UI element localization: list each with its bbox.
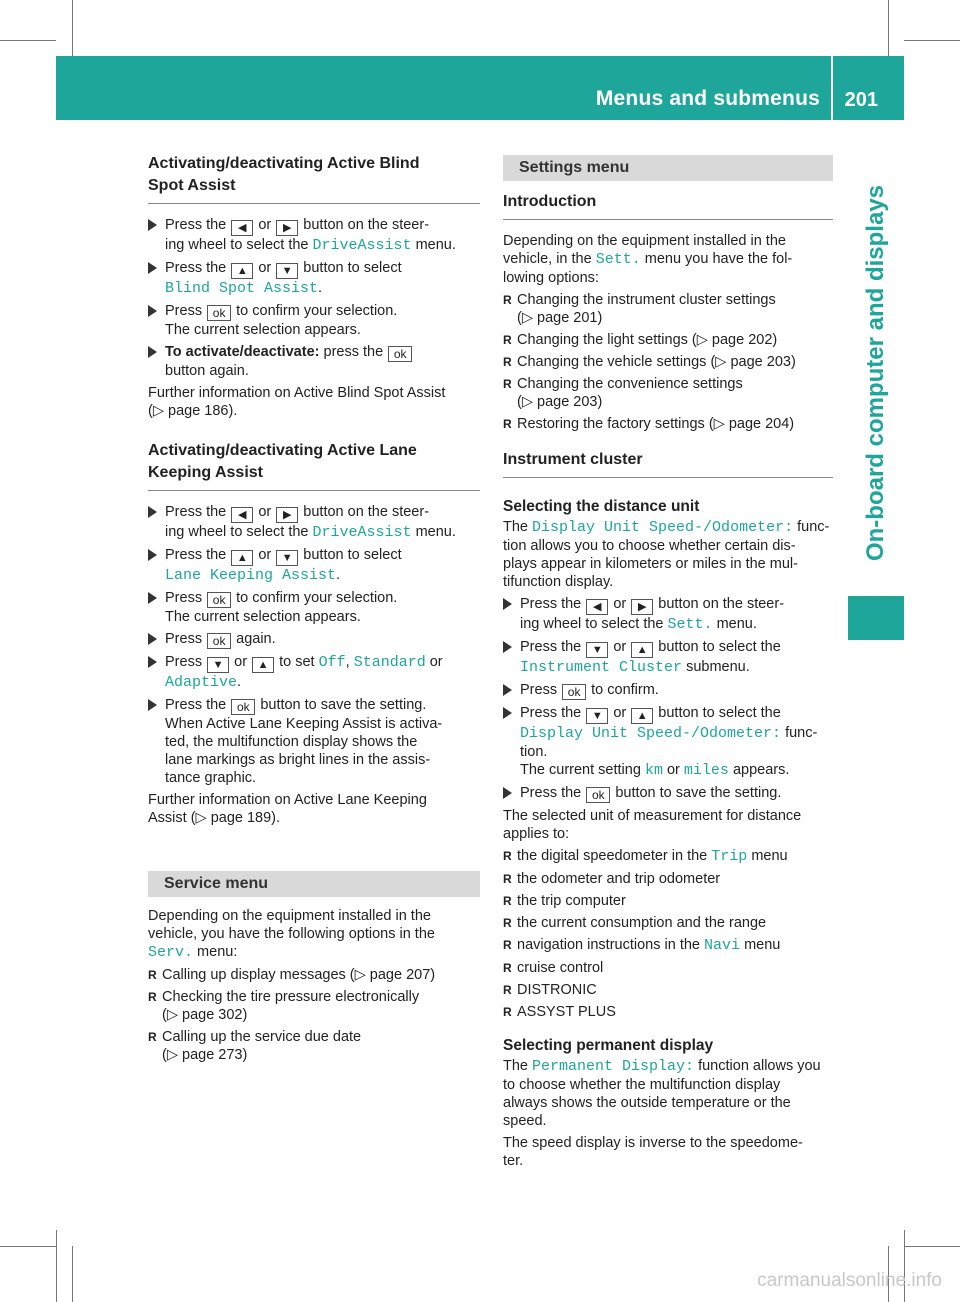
divider	[148, 490, 480, 491]
crop-mark	[72, 0, 73, 56]
step: Press the ◀ or ▶ button on the steer- ing wheel to select the DriveAssist menu.	[148, 216, 480, 255]
lane-keeping-heading: Activating/deactivating Active Lane Keeping Assist	[148, 442, 417, 481]
further-info: Further information on Active Blind Spot Assist (▷ page 186).	[148, 385, 446, 419]
introduction-heading: Introduction	[503, 193, 597, 210]
permanent-display-heading: Selecting permanent display	[503, 1037, 714, 1054]
crop-mark	[56, 1230, 57, 1302]
divider	[503, 477, 833, 478]
crop-mark	[904, 1246, 960, 1247]
watermark: carmanualsonline.info	[757, 1270, 942, 1291]
list-item: R cruise control	[503, 959, 833, 977]
side-tab	[848, 120, 904, 626]
step: Press ▼ or ▲ to set Off, Standard or Adaptive.	[148, 653, 480, 692]
left-arrow-button-icon: ◀	[586, 599, 608, 615]
step: Press the ◀ or ▶ button on the steer- ing wheel to select the DriveAssist menu.	[148, 503, 480, 542]
ok-button-icon: ok	[231, 699, 255, 715]
service-menu-bar: Service menu	[148, 871, 480, 897]
down-arrow-button-icon: ▼	[207, 657, 229, 673]
step: To activate/deactivate: press the ok button again.	[148, 343, 480, 380]
settings-intro: Depending on the equipment installed in the vehicle, in the Sett. menu you have the fol- lowing options:	[503, 233, 793, 286]
divider	[148, 203, 480, 204]
step: Press the ok button to save the setting.	[503, 784, 833, 803]
header-title: Menus and submenus	[595, 87, 820, 110]
step: Press ok to confirm.	[503, 681, 833, 700]
blind-spot-heading: Activating/deactivating Active Blind Spot Assist	[148, 155, 420, 194]
down-arrow-button-icon: ▼	[276, 263, 298, 279]
list-item: R Changing the vehicle settings (▷ page 203)	[503, 353, 833, 371]
divider	[503, 219, 833, 220]
speed-display-text: The speed display is inverse to the speedome- ter.	[503, 1135, 803, 1169]
list-item: R Restoring the factory settings (▷ page 204)	[503, 415, 833, 433]
down-arrow-button-icon: ▼	[586, 642, 608, 658]
up-arrow-button-icon: ▲	[631, 708, 653, 724]
list-item: R the odometer and trip odometer	[503, 870, 833, 888]
list-item: R Checking the tire pressure electronically (▷ page 302)	[148, 988, 480, 1024]
up-arrow-button-icon: ▲	[631, 642, 653, 658]
list-item: R Changing the convenience settings (▷ page 203)	[503, 375, 833, 411]
left-arrow-button-icon: ◀	[231, 220, 253, 236]
left-arrow-button-icon: ◀	[231, 507, 253, 523]
step: Press the ok button to save the setting. When Active Lane Keeping Assist is activa- ted, the multifunction display shows the lane markings as bright lines in the assis- tance graphic.	[148, 696, 480, 787]
step: Press the ▲ or ▼ button to select Lane Keeping Assist.	[148, 546, 480, 585]
step: Press the ▲ or ▼ button to select Blind Spot Assist.	[148, 259, 480, 298]
ok-button-icon: ok	[562, 684, 586, 700]
up-arrow-button-icon: ▲	[231, 263, 253, 279]
service-intro: Depending on the equipment installed in the vehicle, you have the following options in the Serv. menu:	[148, 908, 435, 961]
header-bar	[56, 56, 904, 120]
up-arrow-button-icon: ▲	[231, 550, 253, 566]
chapter-marker	[848, 596, 904, 640]
list-item: R Calling up display messages (▷ page 207)	[148, 966, 480, 984]
settings-menu-bar: Settings menu	[503, 155, 833, 181]
unit-applies: The selected unit of measurement for distance applies to:	[503, 808, 802, 842]
list-item: R DISTRONIC	[503, 981, 833, 999]
step: Press ok to confirm your selection. The current selection appears.	[148, 302, 480, 339]
ok-button-icon: ok	[388, 346, 412, 362]
right-arrow-button-icon: ▶	[276, 507, 298, 523]
ok-button-icon: ok	[586, 787, 610, 803]
right-column	[503, 155, 833, 1174]
list-item: R Changing the instrument cluster settings (▷ page 201)	[503, 291, 833, 327]
further-info: Further information on Active Lane Keeping Assist (▷ page 189).	[148, 792, 427, 826]
ok-button-icon: ok	[207, 633, 231, 649]
step: Press the ▼ or ▲ button to select the Display Unit Speed-/Odometer: func- tion. The current setting km or miles appears.	[503, 704, 833, 780]
distance-unit-intro: The Display Unit Speed-/Odometer: func- tion allows you to choose whether certain dis- plays appear in kilometers or miles in the mul- tifunction display.	[503, 519, 830, 590]
list-item: R navigation instructions in the Navi menu	[503, 936, 833, 955]
ok-button-icon: ok	[207, 592, 231, 608]
right-arrow-button-icon: ▶	[276, 220, 298, 236]
down-arrow-button-icon: ▼	[276, 550, 298, 566]
crop-mark	[888, 0, 889, 56]
list-item: R ASSYST PLUS	[503, 1003, 833, 1021]
list-item: R the current consumption and the range	[503, 914, 833, 932]
page-number: 201	[844, 89, 878, 111]
left-column	[148, 153, 480, 1068]
crop-mark	[0, 1246, 56, 1247]
list-item: R the digital speedometer in the Trip menu	[503, 847, 833, 866]
list-item: R Changing the light settings (▷ page 202)	[503, 331, 833, 349]
list-item: R Calling up the service due date (▷ page 273)	[148, 1028, 480, 1064]
step: Press ok to confirm your selection. The current selection appears.	[148, 589, 480, 626]
crop-mark	[904, 40, 960, 41]
step: Press ok again.	[148, 630, 480, 649]
side-tab-label: On-board computer and displays	[862, 184, 889, 562]
crop-mark	[72, 1246, 73, 1302]
right-arrow-button-icon: ▶	[631, 599, 653, 615]
header-separator	[831, 56, 833, 120]
up-arrow-button-icon: ▲	[252, 657, 274, 673]
distance-unit-heading: Selecting the distance unit	[503, 498, 700, 515]
crop-mark	[0, 40, 56, 41]
list-item: R the trip computer	[503, 892, 833, 910]
down-arrow-button-icon: ▼	[586, 708, 608, 724]
permanent-display-text: The Permanent Display: function allows you to choose whether the multifunction display always shows the outside temperature or the speed.	[503, 1058, 821, 1129]
instrument-cluster-heading: Instrument cluster	[503, 451, 643, 468]
step: Press the ◀ or ▶ button on the steer- ing wheel to select the Sett. menu.	[503, 595, 833, 634]
ok-button-icon: ok	[207, 305, 231, 321]
step: Press the ▼ or ▲ button to select the Instrument Cluster submenu.	[503, 638, 833, 677]
